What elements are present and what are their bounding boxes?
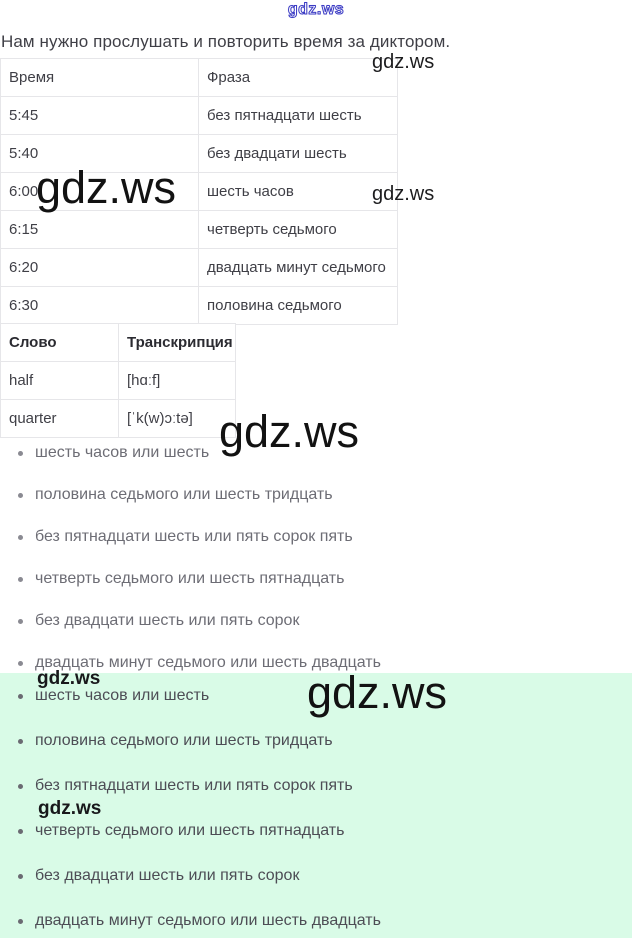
cell-phrase: шесть часов — [199, 173, 398, 211]
list-item — [0, 777, 632, 795]
list-item-text: половина седьмого или шесть тридцать — [35, 486, 333, 503]
watermark: gdz.ws — [37, 668, 101, 689]
column-header-transcription: Транскрипция — [119, 324, 236, 362]
bullet-icon — [18, 919, 23, 924]
list-item-text: без пятнадцати шесть или пять сорок пять — [35, 777, 353, 794]
cell-time: 6:00 — [1, 173, 199, 211]
list-item — [0, 612, 632, 630]
list-item — [0, 912, 632, 930]
column-header-time: Время — [1, 59, 199, 97]
bullet-icon — [18, 739, 23, 744]
list-item-text: двадцать минут седьмого или шесть двадцать — [35, 654, 381, 671]
cell-transcription: [hɑːf] — [119, 362, 236, 400]
bullet-icon — [18, 874, 23, 879]
cell-phrase: двадцать минут седьмого — [199, 249, 398, 287]
cell-phrase: без двадцати шесть — [199, 135, 398, 173]
bullet-icon — [18, 619, 23, 624]
list-item-text: шесть часов или шесть — [35, 687, 210, 704]
bullet-icon — [18, 493, 23, 498]
cell-phrase: без пятнадцати шесть — [199, 97, 398, 135]
word-transcription-table — [0, 323, 236, 438]
list-item-text: половина седьмого или шесть тридцать — [35, 732, 333, 749]
cell-time: 6:20 — [1, 249, 199, 287]
list-item-text: шесть часов или шесть — [35, 444, 210, 461]
watermark-top: gdz.ws — [287, 1, 345, 18]
list-item — [0, 528, 632, 546]
watermark: gdz.ws — [372, 51, 435, 73]
cell-time: 6:30 — [1, 287, 199, 325]
bullet-icon — [18, 451, 23, 456]
watermark: gdz.ws — [307, 667, 448, 718]
table-row — [1, 97, 398, 135]
list-item-text: без пятнадцати шесть или пять сорок пять — [35, 528, 353, 545]
list-item-text: без двадцати шесть или пять сорок — [35, 867, 300, 884]
list-item — [0, 486, 632, 504]
cell-time: 6:15 — [1, 211, 199, 249]
watermark: gdz.ws — [38, 798, 102, 819]
list-item — [0, 867, 632, 885]
column-header-phrase: Фраза — [199, 59, 398, 97]
table-row — [1, 287, 398, 325]
bullet-icon — [18, 784, 23, 789]
list-item-text: четверть седьмого или шесть пятнадцать — [35, 822, 345, 839]
list-item-text: двадцать минут седьмого или шесть двадцать — [35, 912, 381, 929]
bullet-icon — [18, 577, 23, 582]
cell-word: half — [1, 362, 119, 400]
list-item — [0, 822, 632, 840]
watermark: gdz.ws — [36, 162, 177, 213]
list-item-text: без двадцати шесть или пять сорок — [35, 612, 300, 629]
answers-list — [0, 444, 632, 696]
list-item — [0, 570, 632, 588]
bullet-icon — [18, 535, 23, 540]
table-row — [1, 249, 398, 287]
bullet-icon — [18, 661, 23, 666]
list-item — [0, 732, 632, 750]
cell-word: quarter — [1, 400, 119, 438]
table-header-row — [1, 59, 398, 97]
bullet-icon — [18, 694, 23, 699]
cell-time: 5:40 — [1, 135, 199, 173]
bullet-icon — [18, 829, 23, 834]
column-header-word: Слово — [1, 324, 119, 362]
table-row — [1, 362, 236, 400]
watermark: gdz.ws — [372, 183, 435, 205]
table-row — [1, 400, 236, 438]
list-item-text: четверть седьмого или шесть пятнадцать — [35, 570, 345, 587]
cell-time: 5:45 — [1, 97, 199, 135]
cell-phrase: четверть седьмого — [199, 211, 398, 249]
watermark: gdz.ws — [219, 406, 360, 457]
task-description: Нам нужно прослушать и повторить время за диктором. — [1, 32, 451, 51]
table-header-row — [1, 324, 236, 362]
cell-transcription: [ˈk(w)ɔːtə] — [119, 400, 236, 438]
table-row — [1, 211, 398, 249]
cell-phrase: половина седьмого — [199, 287, 398, 325]
